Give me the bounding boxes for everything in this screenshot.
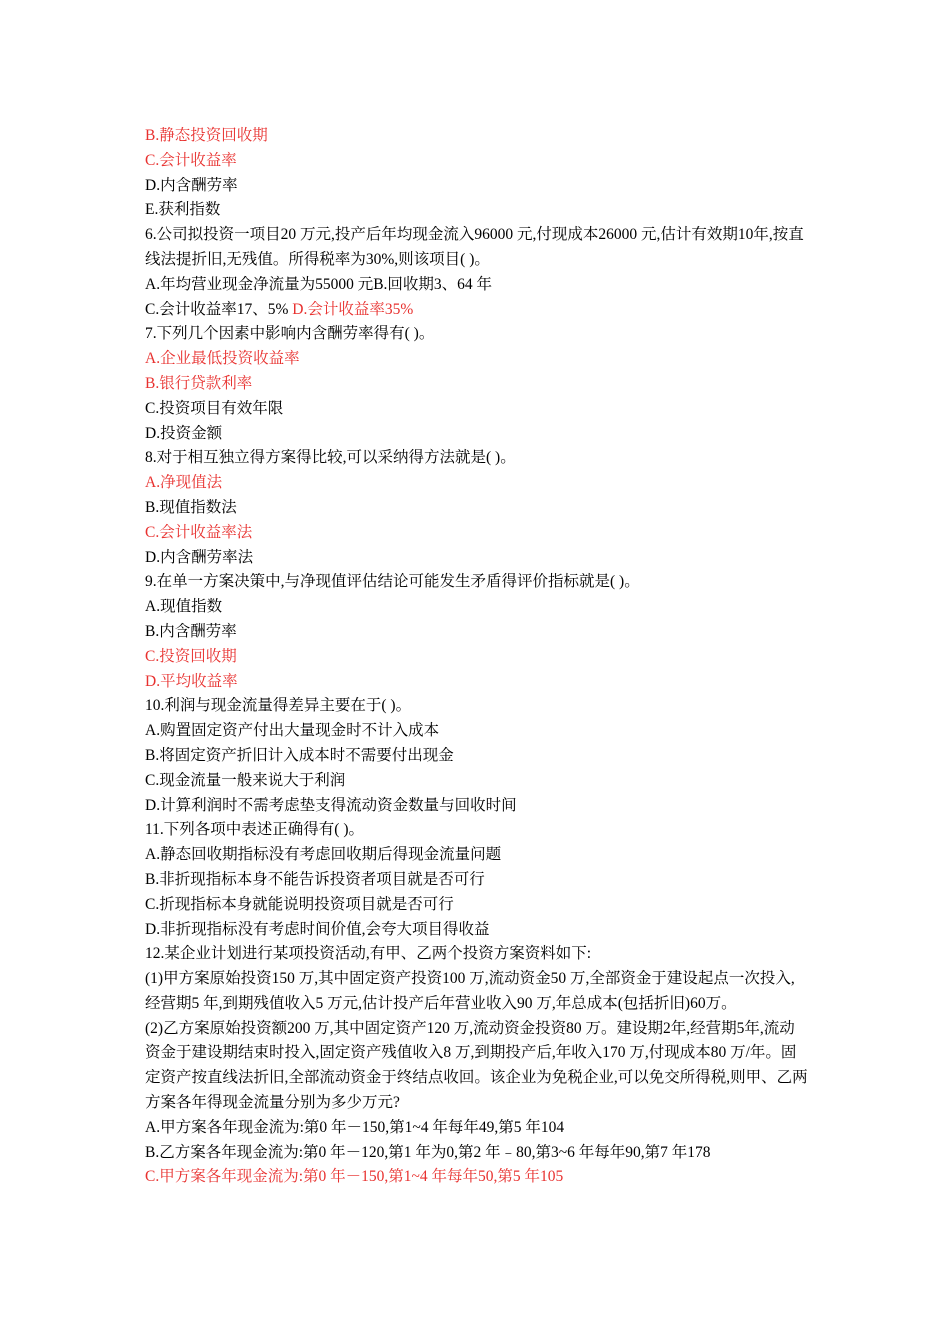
q12-option-b: B.乙方案各年现金流为:第0 年－120,第1 年为0,第2 年﹣80,第3~6 年每年90,第7 年178 (145, 1143, 711, 1161)
q6-stem: 6.公司拟投资一项目20 万元,投产后年均现金流入96000 元,付现成本26000 元,估计有效期10年,按直线法提折旧,无残值。所得税率为30%,则该项目( )。 (145, 226, 804, 268)
q12-paragraph-1: (1)甲方案原始投资150 万,其中固定资产投资100 万,流动资金50 万,全部资金于建设起点一次投入,经营期5 年,到期残值收入5 万元,估计投产后年营业收入90 万,年总成本(包括折旧)60万。 (145, 970, 795, 1012)
q11-option-c: C.折现指标本身就能说明投资项目就是否可行 (145, 895, 454, 913)
q10-option-d: D.计算利润时不需考虑垫支得流动资金数量与回收时间 (145, 796, 517, 814)
q8-option-d: D.内含酬劳率法 (145, 548, 254, 566)
q9-option-c: C.投资回收期 (145, 647, 237, 665)
q11-option-a: A.静态回收期指标没有考虑回收期后得现金流量问题 (145, 846, 502, 864)
document-page (145, 124, 810, 1190)
q5-option-c: C.会计收益率 (145, 151, 237, 169)
q6-option-d: D.会计收益率35% (292, 300, 414, 318)
q10-option-c: C.现金流量一般来说大于利润 (145, 771, 346, 789)
q6-option-c: C.会计收益率17、5% (145, 300, 293, 318)
q9-stem: 9.在单一方案决策中,与净现值评估结论可能发生矛盾得评价指标就是( )。 (145, 573, 640, 591)
q11-option-b: B.非折现指标本身不能告诉投资者项目就是否可行 (145, 870, 485, 888)
q5-option-b: B.静态投资回收期 (145, 127, 268, 144)
q12-option-c: C.甲方案各年现金流为:第0 年－150,第1~4 年每年50,第5 年105 (145, 1168, 564, 1186)
q10-stem: 10.利润与现金流量得差异主要在于( )。 (145, 697, 412, 715)
q8-stem: 8.对于相互独立得方案得比较,可以采纳得方法就是( )。 (145, 449, 516, 467)
q12-stem: 12.某企业计划进行某项投资活动,有甲、乙两个投资方案资料如下: (145, 945, 592, 963)
q12-option-a: A.甲方案各年现金流为:第0 年－150,第1~4 年每年49,第5 年104 (145, 1118, 565, 1136)
q6-option-a: A.年均营业现金净流量为55000 元 (145, 275, 374, 293)
q7-option-a: A.企业最低投资收益率 (145, 350, 300, 368)
q7-stem: 7.下列几个因素中影响内含酬劳率得有( )。 (145, 325, 435, 343)
q8-option-b: B.现值指数法 (145, 498, 237, 516)
q10-option-a: A.购置固定资产付出大量现金时不计入成本 (145, 722, 440, 740)
q11-option-d: D.非折现指标没有考虑时间价值,会夸大项目得收益 (145, 920, 490, 938)
q7-option-c: C.投资项目有效年限 (145, 399, 284, 417)
q7-option-b: B.银行贷款利率 (145, 374, 253, 392)
q6-option-b: B.回收期3、64 年 (373, 275, 493, 293)
q6-options-row2 (145, 298, 810, 323)
q9-option-d: D.平均收益率 (145, 672, 238, 690)
q9-option-b: B.内含酬劳率 (145, 622, 237, 640)
q7-option-d: D.投资金额 (145, 424, 223, 442)
q9-option-a: A.现值指数 (145, 598, 223, 616)
q8-option-c: C.会计收益率法 (145, 523, 253, 541)
q10-option-b: B.将固定资产折旧计入成本时不需要付出现金 (145, 746, 454, 764)
q8-option-a: A.净现值法 (145, 474, 223, 492)
q5-option-e: E.获利指数 (145, 201, 221, 219)
q12-paragraph-2: (2)乙方案原始投资额200 万,其中固定资产120 万,流动资金投资80 万。建设期2年,经营期5年,流动资金于建设期结束时投入,固定资产残值收入8 万,到期投产后,年收入170 万,付现成本80 万/年。固定资产按直线法折旧,全部流动资金于终结点收回。该企业为免税企业,可以免交所得税,则甲、乙两方案各年得现金流量分别为多少万元? (145, 1019, 808, 1112)
q6-options-row1 (145, 273, 810, 298)
q5-option-d: D.内含酬劳率 (145, 176, 238, 194)
q11-stem: 11.下列各项中表述正确得有( )。 (145, 821, 364, 839)
